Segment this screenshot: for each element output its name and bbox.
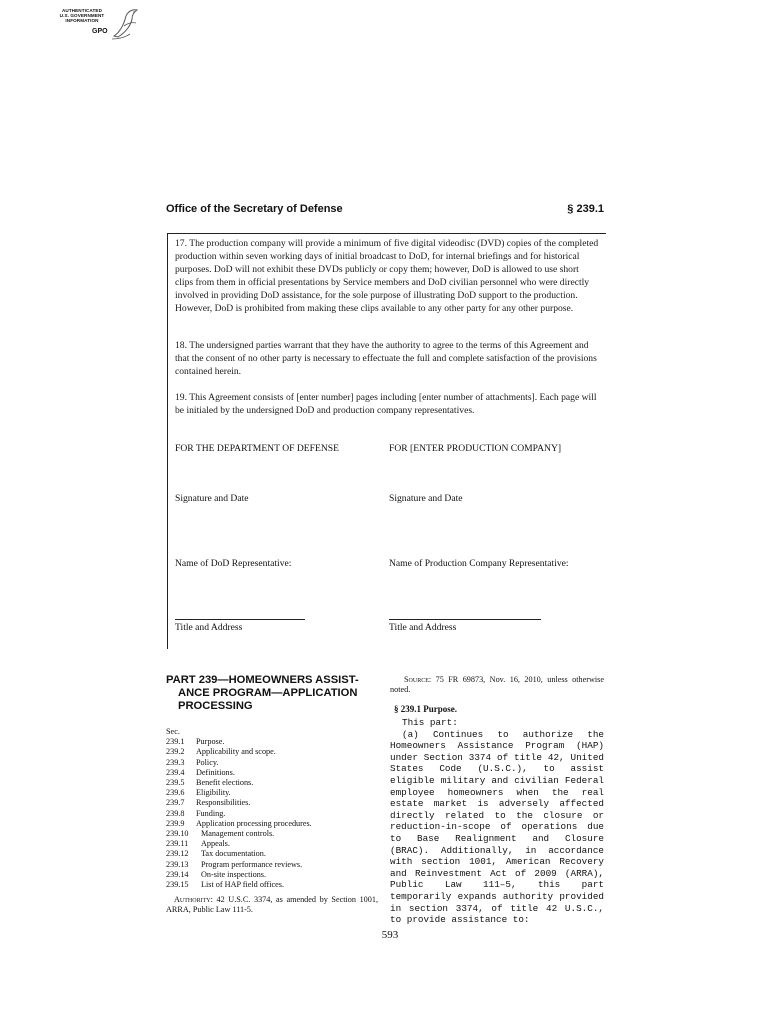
source-text: 75 FR 69873, Nov. 16, 2010, unless otherwise noted. xyxy=(390,675,605,694)
toc-item-number: 239.13 xyxy=(166,859,189,869)
dod-representative-label: Name of DoD Representative: xyxy=(175,558,292,569)
toc-item-title: Application processing procedures. xyxy=(196,818,312,828)
page-number: 593 xyxy=(381,929,399,941)
company-signatory-heading: FOR [ENTER PRODUCTION COMPANY] xyxy=(389,443,562,454)
toc-item-number: 239.14 xyxy=(166,869,189,879)
section-heading: § 239.1 Purpose. xyxy=(394,704,457,714)
toc-item-title: Tax documentation. xyxy=(201,849,266,859)
toc-item-title: Purpose. xyxy=(196,737,225,747)
toc-item xyxy=(166,809,378,819)
section-paragraph-a: (a) Continues to authorize the Homeowners Assistance Program (HAP) under Section 3374 of title 42, United States Code (U.S.C.), to assist eligible military and civilian Federal employee homeowners when the real estate market is adversely affected directly related to the closure or reduction-in-scope of operations due to Base Realignment and Closure (BRAC). Additionally, in accordance with section 1001, American Recovery and Reinvestment Act of 2009 (ARRA), Public Law 111–5, this part temporarily expands authority provided in section 3374, of title 42 U.S.C., to provide assistance to: xyxy=(390,728,604,926)
company-title-line xyxy=(389,619,541,620)
toc-item xyxy=(166,839,378,849)
toc-item-title: List of HAP field offices. xyxy=(201,880,284,890)
toc-item-number: 239.8 xyxy=(166,808,185,818)
dod-signature-label: Signature and Date xyxy=(175,493,249,504)
toc-item-title: Funding. xyxy=(196,808,226,818)
toc-item xyxy=(166,849,378,859)
toc-item xyxy=(166,758,378,768)
seal-line: U.S. GOVERNMENT xyxy=(59,13,105,19)
authority-note xyxy=(166,895,378,915)
toc-item-title: Management controls. xyxy=(201,829,275,839)
company-title-address-label: Title and Address xyxy=(389,622,457,633)
dod-title-line xyxy=(175,619,305,620)
authority-text: 42 U.S.C. 3374, as amended by Section 1001, ARRA, Public Law 111-5. xyxy=(166,895,379,914)
section-table-of-contents xyxy=(166,727,378,890)
toc-item-title: Definitions. xyxy=(196,767,235,777)
gpo-label: GPO xyxy=(92,28,108,35)
agreement-paragraph-17: 17. The production company will provide a minimum of five digital videodisc (DVD) copies of the completed production within seven working days of initial broadcast to DoD, for internal briefings and for historical purposes. DoD will not exhibit these DVDs publicly or copy them; however, DoD is allowed to use short clips from them in official presentations by Service members and DoD civilian personnel who were directly involved in providing DoD assistance, for the sole purpose of illustrating DoD support to the production. However, DoD is prohibited from making these clips available to any other party for any other purpose. xyxy=(175,238,599,314)
toc-item xyxy=(166,788,378,798)
toc-item xyxy=(166,829,378,839)
toc-item xyxy=(166,778,378,788)
toc-item-number: 239.4 xyxy=(166,767,185,777)
toc-item-title: Applicability and scope. xyxy=(196,747,276,757)
part-title-line: PART 239—HOMEOWNERS ASSIST- xyxy=(166,674,359,686)
toc-item-number: 239.11 xyxy=(166,839,189,849)
seal-line: INFORMATION xyxy=(65,18,99,24)
toc-item-title: Program performance reviews. xyxy=(201,859,303,869)
seal-line: AUTHENTICATED xyxy=(61,8,102,13)
toc-item xyxy=(166,860,378,870)
toc-item-number: 239.15 xyxy=(166,880,189,890)
running-head-section: § 239.1 xyxy=(567,203,604,215)
company-signature-label: Signature and Date xyxy=(389,493,463,504)
toc-item xyxy=(166,819,378,829)
running-head-agency: Office of the Secretary of Defense xyxy=(166,203,343,215)
gpo-authentication-seal xyxy=(54,6,144,42)
toc-item xyxy=(166,747,378,757)
toc-item xyxy=(166,737,378,747)
source-label: Source: xyxy=(404,675,432,684)
toc-item-title: Policy. xyxy=(196,757,219,767)
seal-text xyxy=(54,8,110,24)
section-intro: This part: xyxy=(402,717,458,728)
toc-item-number: 239.9 xyxy=(166,818,185,828)
dod-title-address-label: Title and Address xyxy=(175,622,243,633)
toc-item-number: 239.10 xyxy=(166,829,189,839)
agreement-form-excerpt xyxy=(167,233,606,649)
toc-item-title: Benefit elections. xyxy=(196,778,254,788)
toc-item-number: 239.1 xyxy=(166,737,185,747)
part-title-line: PROCESSING xyxy=(178,700,253,712)
toc-item-title: Responsibilities. xyxy=(196,798,251,808)
eagle-icon xyxy=(110,6,140,42)
authority-label: Authority: xyxy=(174,895,213,904)
toc-item-title: Eligibility. xyxy=(196,788,231,798)
dod-signatory-heading: FOR THE DEPARTMENT OF DEFENSE xyxy=(175,443,339,454)
toc-item xyxy=(166,798,378,808)
toc-item xyxy=(166,768,378,778)
agreement-paragraph-18: 18. The undersigned parties warrant that they have the authority to agree to the terms of this Agreement and that the consent of no other party is necessary to effectuate the full and complete satisfaction of the provisions contained herein. xyxy=(175,340,597,377)
toc-item-number: 239.5 xyxy=(166,778,185,788)
source-note xyxy=(390,675,604,695)
part-title-line: ANCE PROGRAM—APPLICATION xyxy=(178,687,358,699)
toc-item xyxy=(166,870,378,880)
toc-item-number: 239.12 xyxy=(166,849,189,859)
toc-heading: Sec. xyxy=(166,727,180,736)
toc-item-number: 239.6 xyxy=(166,788,185,798)
company-representative-label: Name of Production Company Representative: xyxy=(389,558,569,569)
agreement-paragraph-19: 19. This Agreement consists of [enter number] pages including [enter number of attachments]. Each page will be initialed by the undersigned DoD and production company representatives. xyxy=(175,392,597,416)
toc-item-number: 239.2 xyxy=(166,747,185,757)
toc-item-title: On-site inspections. xyxy=(201,869,267,879)
toc-item-number: 239.3 xyxy=(166,757,185,767)
toc-item-number: 239.7 xyxy=(166,798,185,808)
part-title xyxy=(166,674,378,713)
section-body xyxy=(390,717,604,926)
toc-item xyxy=(166,880,378,890)
toc-item-title: Appeals. xyxy=(201,839,230,849)
